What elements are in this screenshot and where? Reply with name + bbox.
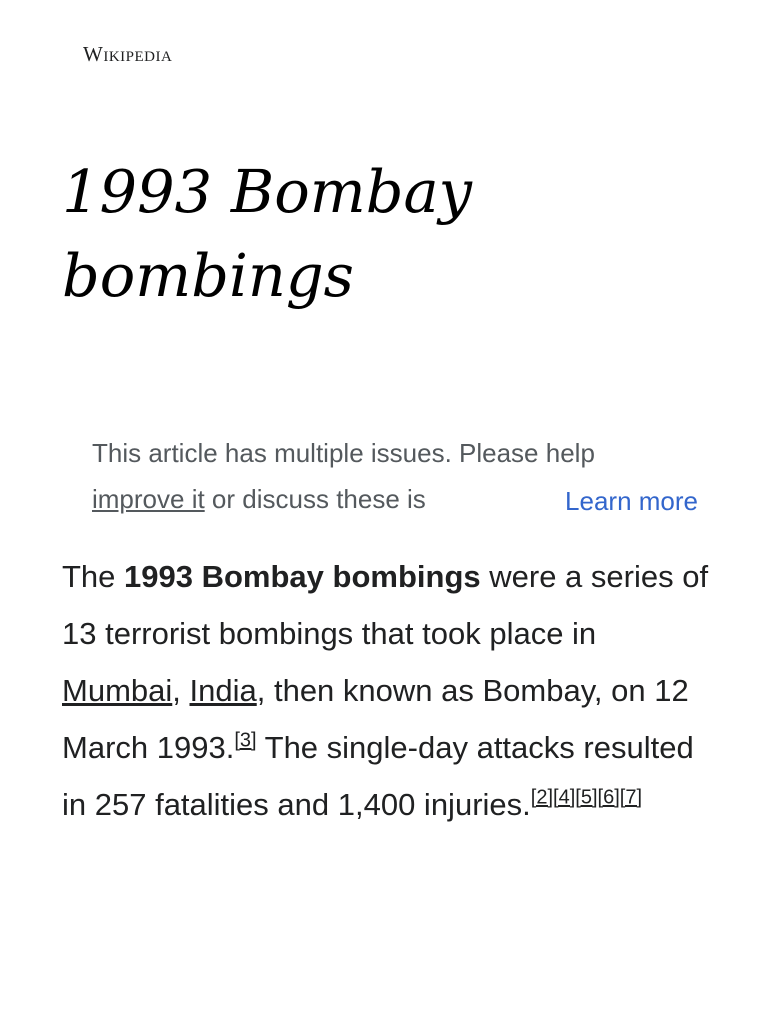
reference-group [531, 787, 642, 809]
lead-text-3: , then known as Bombay, on 12 March 1993. [62, 673, 689, 765]
reference-link-7[interactable]: [7] [619, 786, 643, 809]
wikipedia-wordmark[interactable]: Wikipedia [83, 42, 173, 66]
lead-bold-term: 1993 Bombay bombings [124, 559, 481, 594]
reference-link-5[interactable]: [5] [575, 786, 598, 809]
reference-link-2[interactable]: [2] [530, 786, 554, 809]
page-title [62, 150, 712, 318]
learn-more-link[interactable]: Learn more [505, 478, 698, 524]
improve-it-link[interactable]: improve it [92, 484, 205, 514]
page-title-line-2: bombings [62, 241, 354, 310]
issues-text-rest: or discuss these is [204, 484, 426, 514]
lead-text-1: The [62, 559, 125, 594]
lead-text-4: The single-day attacks resulted in 257 fatalities and 1,400 injuries. [62, 730, 694, 822]
reference-link-6[interactable]: [6] [597, 786, 620, 809]
india-link[interactable]: India [189, 673, 257, 708]
page-title-line-1: 1993 Bombay [62, 157, 473, 226]
article-issues-notice[interactable] [92, 430, 702, 530]
lead-paragraph [62, 548, 722, 833]
reference-3 [234, 730, 256, 752]
reference-link-4[interactable]: [4] [553, 786, 576, 809]
mumbai-link[interactable]: Mumbai [62, 673, 173, 708]
lead-text-2: were a series of 13 terrorist bombings that took place in [62, 559, 709, 651]
reference-link-3[interactable]: [3] [234, 729, 257, 752]
lead-comma: , [172, 673, 190, 708]
header [83, 42, 172, 72]
issues-text-line-1: This article has multiple issues. Please help [92, 438, 595, 468]
